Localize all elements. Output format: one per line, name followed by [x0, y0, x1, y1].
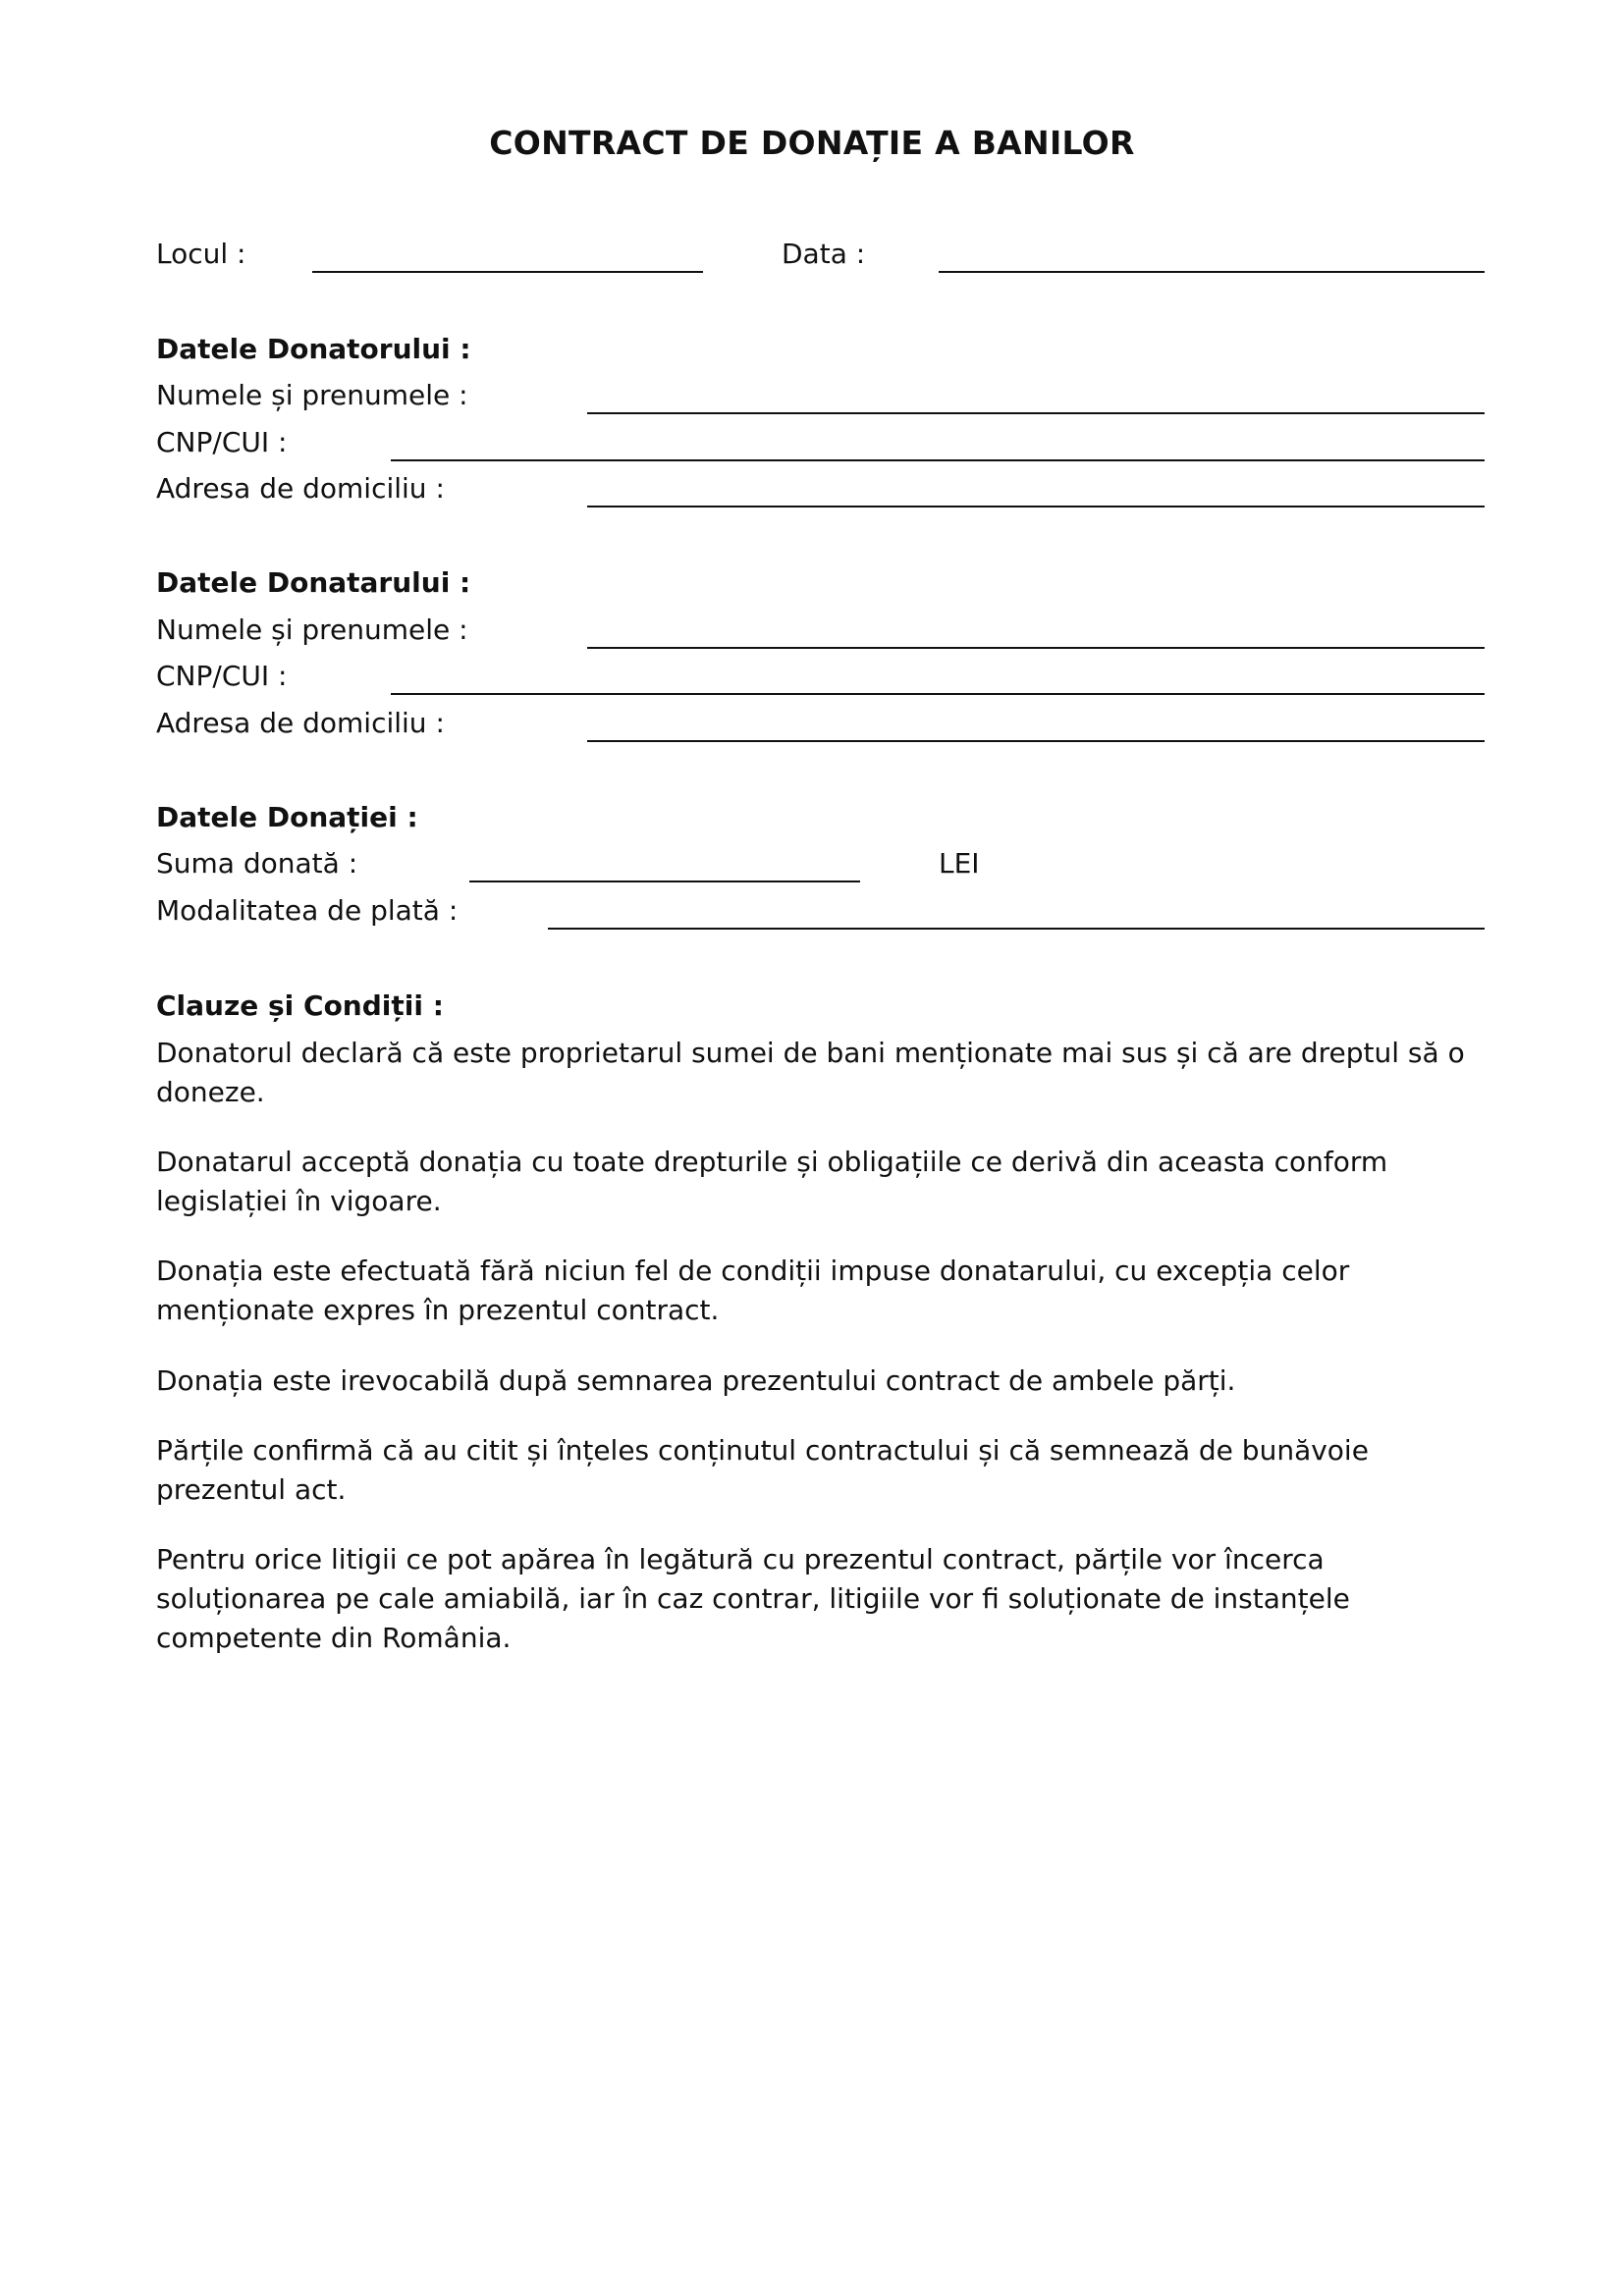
place-field[interactable] — [312, 271, 703, 273]
donee-heading: Datele Donatarului : — [156, 566, 471, 599]
clause-paragraph: Donatorul declară că este proprietarul sumei de bani menționate mai sus și că are dreptul să o doneze. — [156, 1037, 1465, 1108]
donor-name-field[interactable] — [587, 412, 1485, 414]
amount-field[interactable] — [469, 881, 860, 882]
donor-name-label: Numele și prenumele : — [156, 379, 468, 411]
donor-id-label: CNP/CUI : — [156, 426, 288, 458]
donee-name-label: Numele și prenumele : — [156, 614, 468, 646]
date-field[interactable] — [939, 271, 1485, 273]
date-label: Data : — [782, 238, 866, 270]
clause-paragraph: Pentru orice litigii ce pot apărea în legătură cu prezentul contract, părțile vor încerca soluționarea pe cale amiabilă, iar în caz contrar, litigiile vor fi soluționate de instanțele competente din România. — [156, 1543, 1350, 1654]
currency-label: LEI — [939, 847, 980, 880]
place-label: Locul : — [156, 238, 246, 270]
payment-method-field[interactable] — [548, 928, 1485, 930]
donee-address-label: Adresa de domiciliu : — [156, 707, 445, 739]
donation-heading: Datele Donației : — [156, 801, 418, 833]
donee-id-label: CNP/CUI : — [156, 660, 288, 692]
clause-paragraph: Donația este irevocabilă după semnarea prezentului contract de ambele părți. — [156, 1364, 1236, 1397]
donor-heading: Datele Donatorului : — [156, 333, 471, 365]
donor-address-field[interactable] — [587, 506, 1485, 507]
donee-name-field[interactable] — [587, 647, 1485, 649]
payment-method-label: Modalitatea de plată : — [156, 894, 459, 927]
clause-paragraph: Donatarul acceptă donația cu toate drepturile și obligațiile ce derivă din aceasta conform legislației în vigoare. — [156, 1146, 1388, 1217]
clauses-heading: Clauze și Condiții : — [156, 989, 444, 1022]
page-title: CONTRACT DE DONAȚIE A BANILOR — [489, 124, 1135, 162]
clause-paragraph: Donația este efectuată fără niciun fel de condiții impuse donatarului, cu excepția celor menționate expres în prezentul contract. — [156, 1255, 1350, 1326]
donor-address-label: Adresa de domiciliu : — [156, 472, 445, 505]
donee-address-field[interactable] — [587, 740, 1485, 742]
donor-id-field[interactable] — [391, 459, 1485, 461]
donee-id-field[interactable] — [391, 693, 1485, 695]
amount-label: Suma donată : — [156, 847, 358, 880]
clause-paragraph: Părțile confirmă că au citit și înțeles conținutul contractului și că semnează de bunăvoie prezentul act. — [156, 1434, 1369, 1506]
